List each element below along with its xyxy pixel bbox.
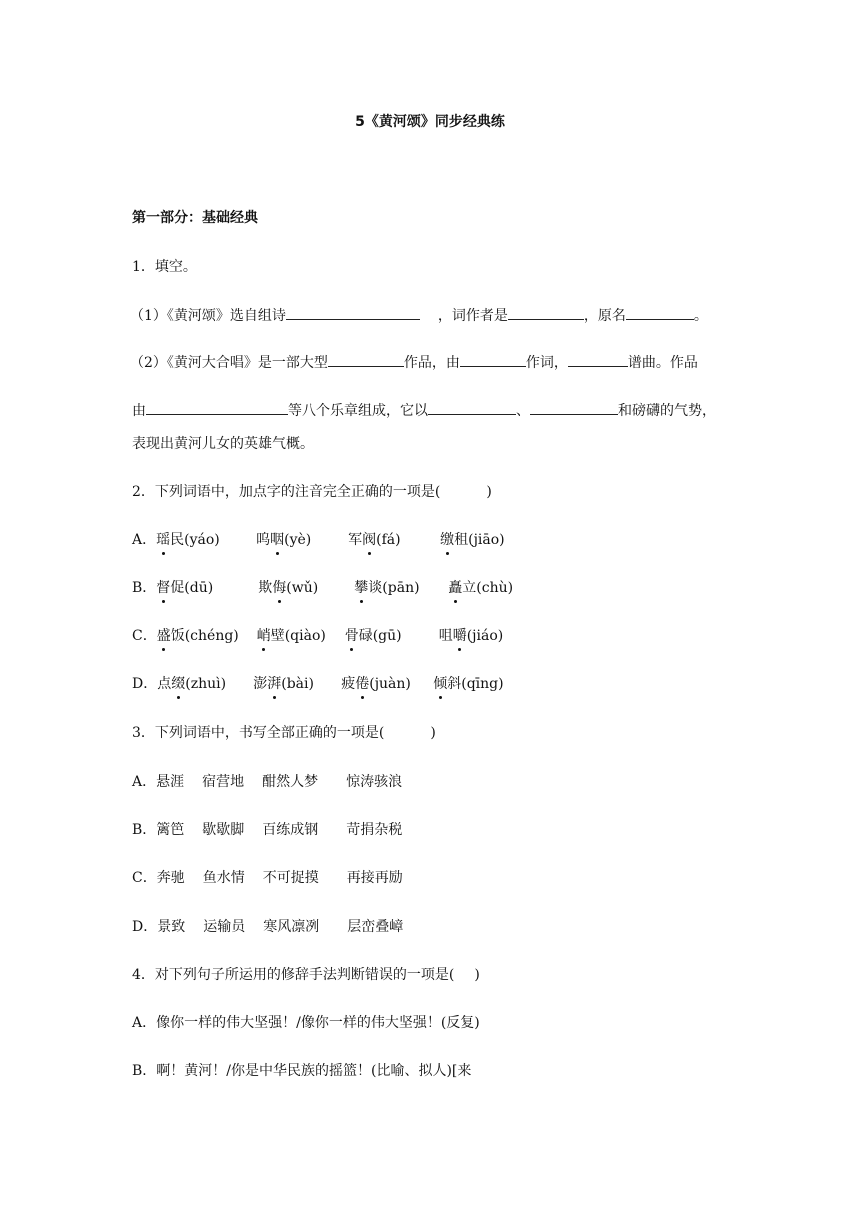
answer-blank[interactable] — [626, 305, 694, 320]
option-item: 苛捐杂税 — [346, 822, 403, 838]
question-2-option-a[interactable] — [132, 530, 505, 550]
question-1-part-4: 表现出黄河儿女的英雄气概。 — [132, 436, 314, 452]
option-item: 惊涛骇浪 — [346, 774, 403, 790]
option-item: 欺侮(wǔ) — [258, 580, 319, 596]
option-label: D． — [132, 919, 158, 935]
answer-blank[interactable] — [428, 400, 516, 415]
option-item: 倾斜(qīng) — [433, 676, 504, 692]
text: 。 — [693, 308, 708, 324]
option-item: 疲倦(juàn) — [341, 676, 411, 692]
page-title: 5《黄河颂》同步经典练 — [355, 114, 505, 130]
question-2-stem — [132, 482, 492, 502]
option-item: 矗立(chù) — [448, 580, 514, 596]
question-2-option-d[interactable] — [132, 674, 504, 694]
option-item: 攀谈(pān) — [354, 580, 420, 596]
option-item: 歇歇脚 — [202, 822, 245, 838]
option-item: 军阀(fá) — [348, 532, 401, 548]
option-item: 景致 — [157, 919, 186, 935]
answer-blank[interactable] — [568, 352, 628, 367]
question-3-option-c[interactable] — [132, 868, 403, 888]
text: 作词， — [525, 355, 568, 371]
answer-blank[interactable] — [508, 305, 584, 320]
question-3-stem — [132, 723, 436, 743]
option-label: D． — [132, 676, 158, 692]
text: 作品，由 — [403, 355, 460, 371]
option-item: 峭壁(qiào) — [256, 628, 326, 644]
option-item: 咀嚼(jiáo) — [438, 628, 504, 644]
option-label: C． — [132, 870, 157, 886]
stem-close: ) — [474, 967, 480, 983]
option-label: A． — [132, 774, 157, 790]
answer-blank[interactable] — [328, 352, 404, 367]
text: 和磅礴的气势， — [618, 403, 716, 419]
option-item: 点缀(zhuì) — [157, 676, 227, 692]
option-label: A． — [132, 532, 157, 548]
text: ，原名 — [583, 308, 626, 324]
question-1-stem: 1．填空。 — [132, 259, 197, 275]
answer-blank[interactable] — [460, 352, 526, 367]
option-item: 再接再励 — [346, 870, 403, 886]
option-item: 瑶民(yáo) — [156, 532, 220, 548]
option-item: 奔驰 — [156, 870, 185, 886]
option-item: 层峦叠嶂 — [347, 919, 404, 935]
option-label: B． — [132, 580, 157, 596]
answer-blank[interactable] — [286, 305, 420, 320]
text: ，词作者是 — [437, 308, 508, 324]
option-item: 篱笆 — [156, 822, 185, 838]
option-item: 缴租(jiāo) — [440, 532, 505, 548]
section-heading: 第一部分：基础经典 — [132, 210, 258, 226]
question-1-part-2 — [130, 352, 698, 373]
option-item: 运输员 — [203, 919, 246, 935]
text: 谱曲。作品 — [627, 355, 698, 371]
question-2-option-b[interactable] — [132, 578, 513, 598]
option-item: 呜咽(yè) — [256, 532, 312, 548]
option-item: 酣然人梦 — [262, 774, 319, 790]
text: 、 — [516, 403, 530, 419]
question-3-option-b[interactable] — [132, 820, 402, 840]
option-item: 骨碌(gū) — [344, 628, 402, 644]
stem-close: ) — [486, 484, 492, 500]
option-item: 盛饭(chéng) — [156, 628, 239, 644]
text: 由 — [132, 403, 146, 419]
text: （1）《黄河颂》选自组诗 — [130, 308, 286, 324]
answer-blank[interactable] — [146, 400, 288, 415]
option-item: 百练成钢 — [262, 822, 319, 838]
stem-close: ) — [430, 725, 436, 741]
stem-text: 2．下列词语中，加点字的注音完全正确的一项是( — [132, 484, 441, 500]
question-3-option-a[interactable] — [132, 772, 402, 792]
question-4-option-a[interactable]: A．像你一样的伟大坚强！/像你一样的伟大坚强！(反复) — [132, 1015, 480, 1031]
question-1-part-3 — [132, 400, 716, 421]
stem-text: 3．下列词语中，书写全部正确的一项是( — [132, 725, 385, 741]
option-label: C． — [132, 628, 157, 644]
question-1-part-1 — [130, 305, 708, 326]
option-item: 不可捉摸 — [262, 870, 319, 886]
question-3-option-d[interactable] — [132, 917, 403, 937]
answer-blank[interactable] — [530, 400, 618, 415]
option-item: 鱼水情 — [202, 870, 245, 886]
option-item: 寒风凛冽 — [263, 919, 320, 935]
option-label: B． — [132, 822, 157, 838]
stem-text: 4．对下列句子所运用的修辞手法判断错误的一项是( — [132, 967, 455, 983]
question-2-option-c[interactable] — [132, 626, 503, 646]
option-item: 督促(dū) — [156, 580, 214, 596]
question-4-stem — [132, 965, 480, 985]
option-item: 宿营地 — [202, 774, 245, 790]
question-4-option-b[interactable]: B．啊！黄河！/你是中华民族的摇篮！(比喻、拟人)[来 — [132, 1063, 472, 1079]
text: 等八个乐章组成，它以 — [288, 403, 428, 419]
option-item: 悬涯 — [156, 774, 185, 790]
text: （2）《黄河大合唱》是一部大型 — [130, 355, 328, 371]
option-item: 澎湃(bài) — [253, 676, 314, 692]
